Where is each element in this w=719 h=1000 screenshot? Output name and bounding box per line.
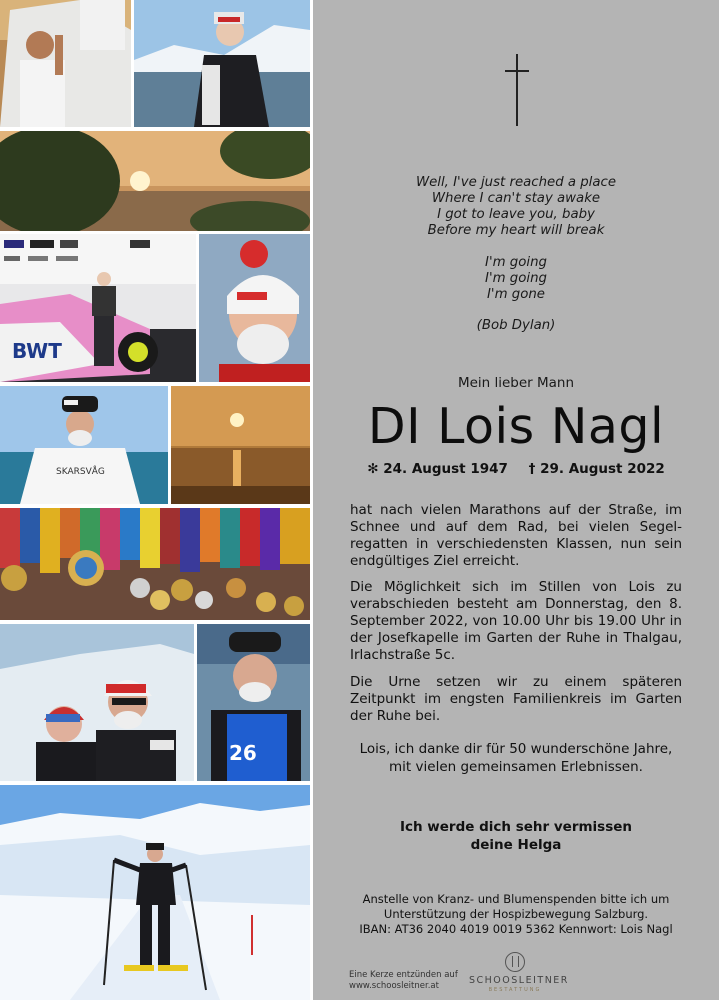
photo-sunset-leaves [0,131,310,231]
birth-date: ✻ 24. August 1947 [367,461,508,477]
photo-collage [0,0,310,1000]
photo-sea-sunset [171,386,310,504]
thanks-line: Lois, ich danke dir für 50 wunderschöne Jahre, [359,741,673,757]
brand-subtitle: BESTATTUNG [488,987,542,993]
poem-line: Where I can't stay awake [431,191,601,206]
candle-notice [349,970,458,992]
photo-man-red-hat [199,234,310,382]
brand-name: SCHOOSLEITNER [469,975,569,986]
photo-man-sea [0,386,168,504]
donation-notice [313,892,719,937]
poem-stanza-1 [313,175,719,239]
paragraph-farewell: Die Möglichkeit sich im Stillen von Lois zu verabschieden besteht am Donnerstag, den 8. September 2022, von 10.00 Uhr bis 19.00 Uhr in der Josefkapelle im Garten der Ruhe in Thalgau, Irlachstraße 5c. [350,579,682,663]
paragraph-urn: Die Urne setzen wir zu einem späteren Zeitpunkt im engsten Familienkreis im Garten der Ruhe bei. [350,674,682,724]
death-date: † 29. August 2022 [528,461,665,477]
paragraph-marathons: hat nach vielen Marathons auf der Straße, im Schnee und auf dem Rad, bei vielen Segel-regatten in verschiedensten Klassen, nun sein endgültiges Ziel erreicht. [350,502,682,569]
poem-line: Before my heart will break [427,223,605,238]
candle-text: Eine Kerze entzünden auf [349,970,458,980]
donation-line: Unterstützung der Hospizbewegung Salzburg. [383,907,649,921]
poem-author: (Bob Dylan) [476,318,556,333]
poem-line: I'm going [485,271,547,286]
poem-stanza-2 [313,255,719,303]
intro-text: Mein lieber Mann [457,375,575,391]
shirt-print: SKARSVÅG [56,467,105,477]
photo-cross-country-skier [0,785,310,1000]
thanks-line: mit vielen gemeinsamen Erlebnissen. [389,759,643,775]
signature-line: deine Helga [470,837,562,853]
donation-line: IBAN: AT36 2040 4019 0019 5362 Kennwort: Lois Nagl [359,922,673,936]
signature [313,818,719,854]
deceased-name: DI Lois Nagl [367,398,665,455]
photo-man-with-flag [0,0,131,127]
photo-couple-snow [0,624,194,781]
bwt-car-logo: BWT [12,339,62,363]
life-dates [313,461,719,477]
photo-man-arctic-coast [134,0,310,127]
photo-race-car-event [0,234,196,382]
poem-line: I'm gone [487,287,545,302]
photo-man-bib-26 [197,624,310,781]
candle-link[interactable]: www.schoosleitner.at [349,981,439,991]
flower-icon [505,952,525,972]
photo-medals [0,508,310,620]
obituary-text-panel [313,0,719,1000]
donation-line: Anstelle von Kranz- und Blumenspenden bitte ich um [362,892,670,906]
cross-icon [505,54,529,126]
thanks-text [313,740,719,776]
poem-line: Well, I've just reached a place [415,175,617,190]
poem-line: I got to leave you, baby [437,207,595,222]
funeral-home-logo [469,952,569,993]
race-bib-number: 26 [229,741,257,765]
signature-line: Ich werde dich sehr vermissen [399,819,633,835]
poem-line: I'm going [485,255,547,270]
